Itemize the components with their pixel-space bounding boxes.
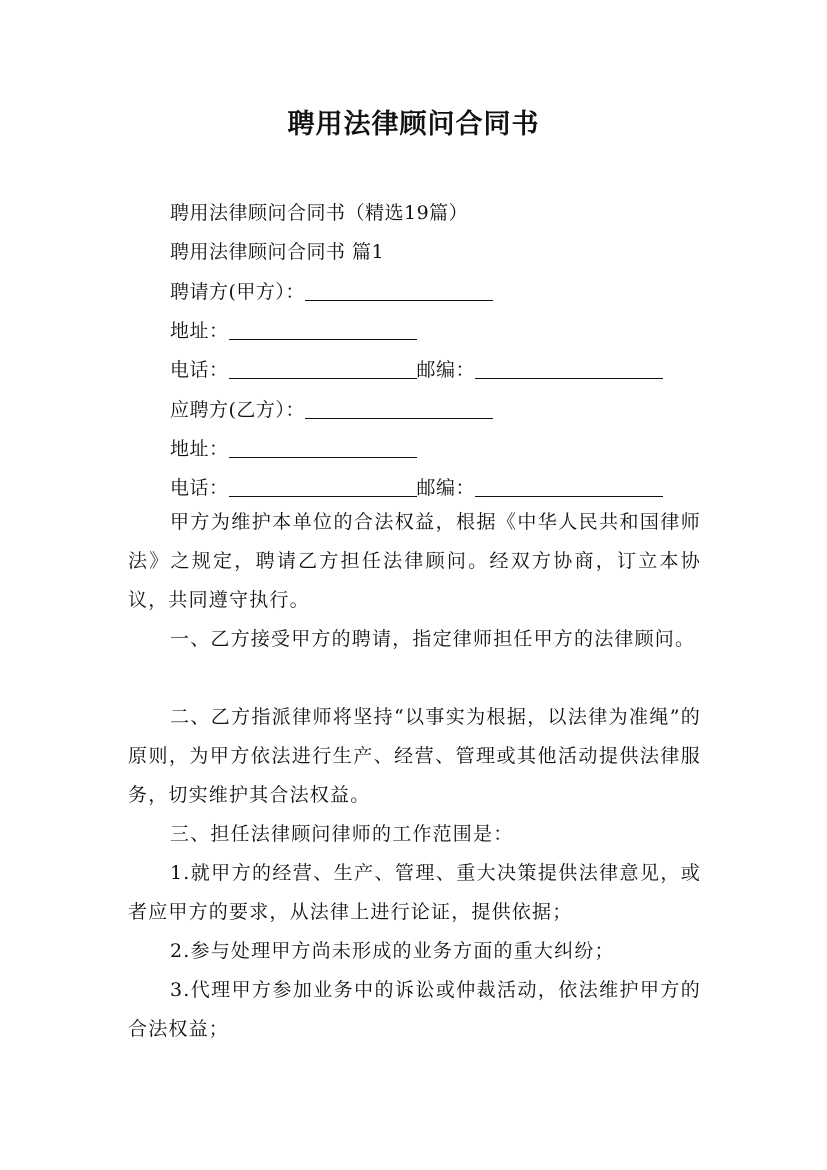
party-b-address-blank bbox=[229, 438, 417, 458]
party-b-line bbox=[170, 395, 493, 422]
paragraph-clause-2: 二、乙方指派律师将坚持“以事实为根据，以法律为准绳”的原则，为甲方依法进行生产、经营、管理或其他活动提供法律服务，切实维护其合法权益。 bbox=[128, 706, 701, 806]
party-b-postcode-blank bbox=[475, 477, 663, 497]
party-b-phone-blank bbox=[229, 477, 417, 497]
party-a-phone-blank bbox=[229, 359, 417, 379]
party-b-label: 应聘方(乙方）： bbox=[170, 399, 305, 421]
party-b-phone-label: 电话： bbox=[170, 477, 229, 499]
party-a-postcode-blank bbox=[475, 359, 663, 379]
paragraph-item-2: 2.参与处理甲方尚未形成的业务方面的重大纠纷； bbox=[170, 940, 615, 962]
party-a-name-blank bbox=[305, 281, 493, 301]
party-a-label: 聘请方(甲方）： bbox=[170, 281, 305, 303]
paragraph-clause-3: 三、担任法律顾问律师的工作范围是： bbox=[170, 823, 514, 845]
document-subtitle: 聘用法律顾问合同书（精选19篇） bbox=[170, 202, 469, 224]
section-heading: 聘用法律顾问合同书 篇1 bbox=[170, 241, 385, 263]
paragraph-clause-1: 一、乙方接受甲方的聘请，指定律师担任甲方的法律顾问。 bbox=[170, 628, 696, 650]
party-a-phone-line bbox=[170, 355, 663, 382]
party-a-postcode-label: 邮编： bbox=[416, 359, 476, 381]
paragraph-preamble: 甲方为维护本单位的合法权益，根据《中华人民共和国律师法》之规定，聘请乙方担任法律顾问。经双方协商，订立本协议，共同遵守执行。 bbox=[128, 511, 701, 611]
party-b-postcode-label: 邮编： bbox=[416, 477, 476, 499]
paragraph-item-3: 3.代理甲方参加业务中的诉讼或仲裁活动，依法维护甲方的合法权益； bbox=[128, 979, 701, 1040]
party-a-line bbox=[170, 277, 493, 304]
party-b-address-label: 地址： bbox=[170, 438, 229, 460]
party-b-name-blank bbox=[305, 399, 493, 419]
party-a-address-label: 地址： bbox=[170, 320, 229, 342]
party-a-phone-label: 电话： bbox=[170, 359, 229, 381]
document-title: 聘用法律顾问合同书 bbox=[287, 109, 540, 140]
party-a-address-blank bbox=[229, 320, 417, 340]
party-b-phone-line bbox=[170, 473, 663, 500]
party-a-address-line bbox=[170, 316, 417, 343]
paragraph-item-1: 1.就甲方的经营、生产、管理、重大决策提供法律意见，或者应甲方的要求，从法律上进行论证，提供依据； bbox=[128, 862, 701, 923]
party-b-address-line bbox=[170, 434, 417, 461]
